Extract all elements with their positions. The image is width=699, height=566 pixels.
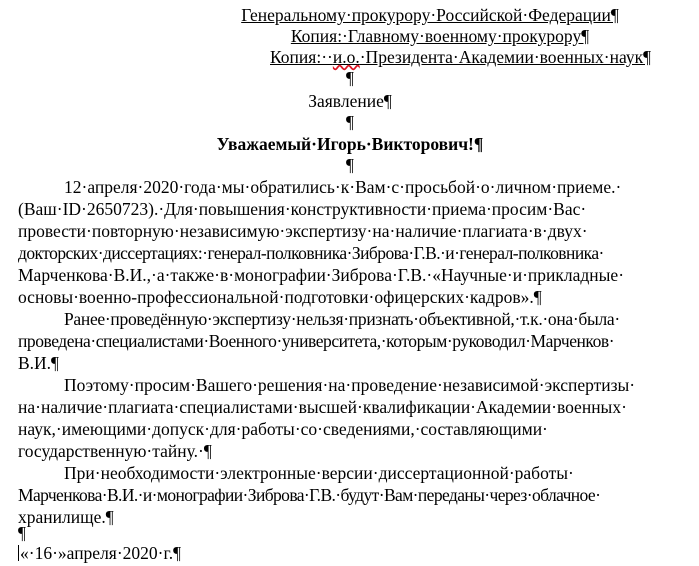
- addressee-line-1: Генеральному·прокурору·Российской·Федерации¶: [241, 5, 619, 25]
- addressee-line-3-rest: ·Президента·Академии·военных·наук¶: [359, 47, 652, 67]
- text-cursor: [18, 545, 19, 561]
- greeting: Уважаемый·Игорь·Викторович!¶: [216, 134, 484, 154]
- document-title: Заявление¶: [308, 91, 392, 111]
- p2-line-1: Ранее·проведённую·экспертизу·нельзя·признать·объективной,·т.к.·она·была·: [64, 309, 620, 329]
- p1-line-6: основы·военно-профессиональной·подготовки·офицерских·кадров».¶: [18, 287, 542, 307]
- date-text: «·16·»апреля·2020·г.¶: [20, 543, 182, 563]
- p3-line-1: Поэтому·просим·Вашего·решения·на·проведение·независимой·экспертизы·: [64, 375, 636, 395]
- blank-paragraph-2: ¶: [346, 112, 354, 132]
- p3-line-3: наук,·имеющими·допуск·для·работы·со·сведениями,·составляющими·: [18, 419, 548, 439]
- p3-line-2: на·наличие·плагиата·специалистами·высшей·квалификации·Академии·военных·: [18, 397, 627, 417]
- blank-paragraph-3: ¶: [346, 155, 354, 175]
- addressee-line-3-prefix: Копия:··: [270, 47, 333, 67]
- p4-line-2: Марченкова·В.И.·и·монографии·Зиброва·Г.В.·будут·Вам·переданы·через·облачное·: [18, 485, 601, 505]
- addressee-line-3: [270, 47, 670, 68]
- addressee-abbr: и.о.: [332, 47, 360, 67]
- p1-line-1: 12·апреля·2020·года·мы·обратились·к·Вам·с·просьбой·о·личном·приеме.·: [64, 177, 622, 197]
- date-line[interactable]: [18, 543, 681, 564]
- p4-line-3: хранилище.¶: [18, 507, 114, 527]
- p1-line-2: (Ваш·ID·2650723).·Для·повышения·конструктивности·приема·просим·Вас·: [18, 199, 587, 219]
- p2-line-2: проведена·специалистами·Военного·университета,·которым·руководил·Марченков·: [18, 331, 615, 351]
- addressee-line-2: Копия:·Главному·военному·прокурору¶: [290, 26, 590, 46]
- p2-line-3: В.И.¶: [18, 353, 59, 373]
- p1-line-5: Марченкова·В.И.,·а·также·в·монографии·Зиброва·Г.В.·«Научные·и·прикладные·: [18, 265, 625, 285]
- p1-line-4: докторских·диссертациях:·генерал-полковника·Зиброва·Г.В.·и·генерал-полковника·: [18, 243, 604, 263]
- blank-paragraph-1: ¶: [346, 68, 354, 88]
- p3-line-4: государственную·тайну.·¶: [18, 441, 212, 461]
- blank-paragraph-4: ¶: [18, 523, 26, 543]
- p4-line-1: При·необходимости·электронные·версии·диссертационной·работы·: [64, 463, 574, 483]
- p1-line-3: провести·повторную·независимую·экспертизу·на·наличие·плагиата·в·двух·: [18, 221, 588, 241]
